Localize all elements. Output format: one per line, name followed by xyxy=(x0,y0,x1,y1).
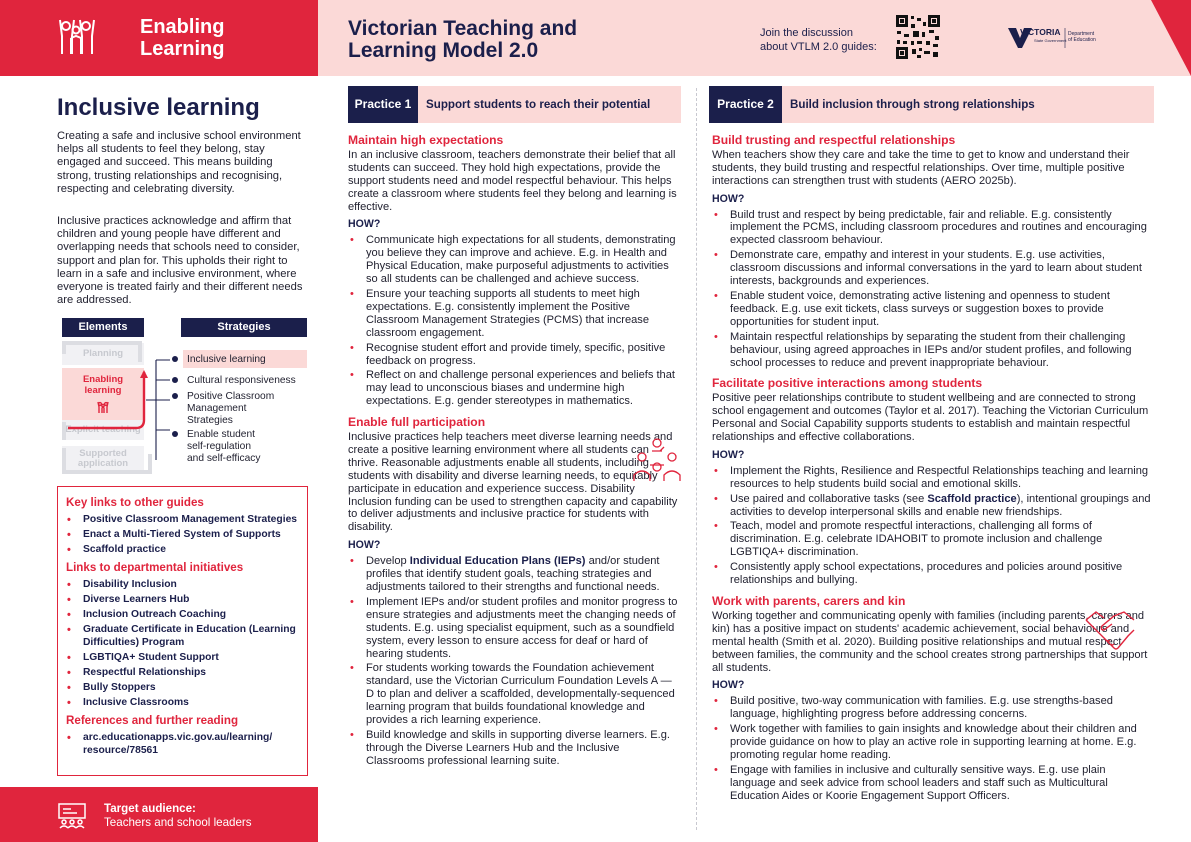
svg-text:Department: Department xyxy=(1068,31,1095,37)
people-raising-hands-icon xyxy=(52,14,100,62)
list-item: • Recognise student effort and provide timely, specific, positive feedback on progress. xyxy=(348,342,680,368)
svg-text:of Education: of Education xyxy=(1068,37,1096,43)
practice-2-header xyxy=(709,86,1154,123)
list-item: • Consistently apply school expectations, procedures and policies around positive relationships and bullying. xyxy=(712,561,1154,587)
section-body: Positive peer relationships contribute to student wellbeing and are connected to strong school engagement and outcomes (Taylor et al. 2017). Teaching the Victorian Curriculum Personal and Social Capability supports students to establish and maintain respectful relationships and effective collaborations. xyxy=(712,392,1149,444)
how-label: HOW? xyxy=(712,448,745,461)
section-body: Working together and communicating openly with families (including parents, carers and kin) has a positive impact on students' academic achievement, social behaviours and mental health (Smith et al. 2020). Building positive relationships and mutual respect between families, the community and the school creates strong partnerships that support all students. xyxy=(712,609,1148,674)
section-body: When teachers show they care and take the time to get to know and understand their students, they build trusting and respectful relationships. Over time, multiple positive interactions can strengthen trust with students (AERO 2025b). xyxy=(712,148,1130,187)
link-item[interactable]: • Inclusion Outreach Coaching xyxy=(66,609,299,621)
practice-2-content xyxy=(712,134,1154,811)
element-planning: Planning xyxy=(62,343,144,365)
link-item[interactable]: • Inclusive Classrooms xyxy=(66,697,299,709)
list-item: • Demonstrate care, empathy and interest in your students. E.g. use activities, classroom discussions and informal conversations in the yard to learn about student interests, backgrounds and experiences. xyxy=(712,249,1154,288)
list-item: • Engage with families in inclusive and culturally sensitive ways. E.g. use plain language and seek advice from school leaders and staff such as Multicultural Education Aides or Koorie Engagement Support Officers. xyxy=(712,764,1154,803)
intro-paragraph: Creating a safe and inclusive school environment helps all students to feel they belong, stay engaged and succeed. This means building strong, trusting relationships and recognising, respecting and celebrating diversity. xyxy=(57,130,301,195)
page-title: Inclusive learning xyxy=(57,94,260,121)
list-item: • Teach, model and promote respectful interactions, challenging all forms of discrimination. E.g. celebrate IDAHOBIT to promote inclusion and challenge LGBTIQA+ discrimination. xyxy=(712,520,1154,559)
section-heading: Facilitate positive interactions among students xyxy=(712,376,983,391)
how-label: HOW? xyxy=(348,218,381,231)
section-heading: Maintain high expectations xyxy=(348,133,504,147)
header-chevron xyxy=(1151,0,1191,76)
list-item: • For students working towards the Foundation achievement standard, use the Victorian Curriculum Foundation Levels A — D to plan and deliver a scaffolded, developmentally-sequenced learning program that builds foundational knowledge and provides a rich learning experience. xyxy=(348,662,680,727)
strategy-bullet xyxy=(172,431,178,437)
element-explicit-teaching: Explicit teaching xyxy=(62,420,144,440)
handshake-icon xyxy=(1084,608,1136,652)
practice-2-tag: Practice 2 xyxy=(709,86,782,123)
links-panel xyxy=(57,486,308,776)
strategies-heading: Strategies xyxy=(181,318,307,337)
link-item[interactable]: • Diverse Learners Hub xyxy=(66,594,299,606)
list-item: • Ensure your teaching supports all students to meet high expectations. E.g. consistently implement the Positive Classroom Management Strategies (PCMS) that increase classroom engagement. xyxy=(348,288,680,340)
join-discussion-text: Join the discussion about VTLM 2.0 guides: xyxy=(760,27,877,53)
departmental-links-heading: Links to departmental initiatives xyxy=(66,561,244,575)
link-item[interactable]: • LGBTIQA+ Student Support xyxy=(66,652,299,664)
strategy-positive-classroom: Positive Classroom Management Strategies xyxy=(187,391,275,426)
how-label: HOW? xyxy=(348,539,381,552)
audience-presentation-icon xyxy=(57,803,87,829)
how-label: HOW? xyxy=(712,192,745,205)
how-label: HOW? xyxy=(712,679,745,692)
strategy-cultural-responsiveness: Cultural responsiveness xyxy=(187,375,296,386)
scaffold-practice-link[interactable]: Scaffold practice xyxy=(927,492,1017,505)
link-item[interactable]: • Scaffold practice xyxy=(66,544,299,556)
victoria-government-logo xyxy=(1006,24,1126,52)
qr-code-icon[interactable] xyxy=(895,14,941,60)
list-item: • Communicate high expectations for all students, demonstrating you believe they can improve and achieve. E.g. in Health and Physical Education, make purposeful adjustments to activities so all students can be challenged and achieve success. xyxy=(348,234,680,286)
list-item: • Build knowledge and skills in supporting diverse learners. E.g. through the Diverse Learners Hub and the Inclusive Classrooms professional learning suite. xyxy=(348,729,680,768)
strategy-bullet xyxy=(172,377,178,383)
section-body: Inclusive practices help teachers meet diverse learning needs and create a positive learning environment where all students can thrive. Reasonable adjustments enable all students, including students with disability and diverse learning needs, to equitably participate in education and experience success. Disability Inclusion funding can be used to strengthen capacity and capability to deliver adjustments and inclusive practice for students with disability. xyxy=(348,431,678,534)
target-audience-value: Teachers and school leaders xyxy=(104,816,252,829)
elements-heading: Elements xyxy=(62,318,144,337)
target-audience-label: Target audience: xyxy=(104,802,196,815)
list-item: • Work together with families to gain insights and knowledge about their children and provide guidance on how to play an active role in supporting learning at home. E.g. promoting regular home reading. xyxy=(712,723,1154,762)
strategy-bullet xyxy=(172,356,178,362)
practice-2-title: Build inclusion through strong relationships xyxy=(790,98,1035,111)
link-item[interactable]: • Enact a Multi-Tiered System of Supports xyxy=(66,529,299,541)
header-badge xyxy=(0,0,318,76)
list-item: • Develop Individual Education Plans (IEPs) and/or student profiles that identify student goals, teaching strategies and adjustments tailored to their strengths and functional needs. xyxy=(348,555,680,594)
key-links-heading: Key links to other guides xyxy=(66,496,204,509)
practice-1-title: Support students to reach their potential xyxy=(426,98,651,111)
link-item[interactable]: • Positive Classroom Management Strategies xyxy=(66,514,299,526)
list-item: • Build trust and respect by being predictable, fair and reliable. E.g. consistently implement the PCMS, including classroom procedures and routines and encouraging expected classroom behaviour. xyxy=(712,209,1154,248)
header-badge-title: Enabling Learning xyxy=(140,16,225,60)
section-heading: Build trusting and respectful relationships xyxy=(712,133,956,147)
iep-link[interactable]: Individual Education Plans (IEPs) xyxy=(409,555,586,568)
participation-group-icon xyxy=(630,437,684,483)
reference-link[interactable]: • arc.educationapps.vic.gov.au/learning/ resource/78561 xyxy=(66,732,299,757)
practice-1-header xyxy=(348,86,681,123)
list-item: • Implement IEPs and/or student profiles and monitor progress to ensure strategies and adjustments meet the changing needs of students. E.g. using specialist equipment, such as a soundfield system, every lesson to ensure access for deaf or hard of hearing students. xyxy=(348,596,680,661)
svg-text:State Government: State Government xyxy=(1034,38,1067,43)
link-item[interactable]: • Graduate Certificate in Education (Learning Difficulties) Program xyxy=(66,624,299,649)
list-item: • Use paired and collaborative tasks (see Scaffold practice), intentional groupings and activities to develop interpersonal skills and enable new friendships. xyxy=(712,493,1154,519)
strategy-inclusive-learning: Inclusive learning xyxy=(187,354,266,365)
list-item: • Build positive, two-way communication with families. E.g. use strengths-based language, highlighting progress before addressing concerns. xyxy=(712,695,1154,721)
section-body: In an inclusive classroom, teachers demonstrate their belief that all students can succeed. They hold high expectations, provide the support students need and model respectful behaviour. This helps create a classroom where students feel they belong and learning is effective. xyxy=(348,148,677,213)
references-heading: References and further reading xyxy=(66,714,239,728)
list-item: • Implement the Rights, Resilience and Respectful Relationships teaching and learning resources to help students build social and emotional skills. xyxy=(712,465,1154,491)
element-enabling-learning: Enabling learning xyxy=(62,368,144,420)
link-item[interactable]: • Bully Stoppers xyxy=(66,682,299,694)
element-cycle-arrows xyxy=(60,340,172,476)
section-heading: Work with parents, carers and kin xyxy=(712,594,906,608)
strategy-self-regulation: Enable student self-regulation and self-efficacy xyxy=(187,429,261,464)
strategy-bullet xyxy=(172,393,178,399)
list-item: • Enable student voice, demonstrating active listening and openness to student feedback. E.g. use exit tickets, class surveys or suggestion boxes to provide opportunities for student input. xyxy=(712,290,1154,329)
section-heading: Enable full participation xyxy=(348,415,486,430)
column-divider xyxy=(696,88,697,830)
element-supported-application: Supported application xyxy=(62,446,144,472)
list-item: • Maintain respectful relationships by separating the student from their challenging behaviour, using agreed approaches in IEPs and/or student profiles, and following school processes to reduce and prevent inappropriate behaviour. xyxy=(712,331,1154,370)
link-item[interactable]: • Respectful Relationships xyxy=(66,667,299,679)
svg-text:VICTORIA: VICTORIA xyxy=(1020,27,1061,37)
list-item: • Reflect on and challenge personal experiences and beliefs that may lead to unconscious biases and undermine high expectations. E.g. gender stereotypes in mathematics. xyxy=(348,369,680,408)
main-title: Victorian Teaching and Learning Model 2.0 xyxy=(348,17,578,62)
practice-1-tag: Practice 1 xyxy=(348,86,418,123)
intro-paragraph-2: Inclusive practices acknowledge and affirm that children and young people have different and overlapping needs that schools need to consider, support and plan for. This upholds their right to learn in a safe and inclusive environment, where everyone is treated fairly and their different needs are addressed. xyxy=(57,215,303,307)
link-item[interactable]: • Disability Inclusion xyxy=(66,579,299,591)
